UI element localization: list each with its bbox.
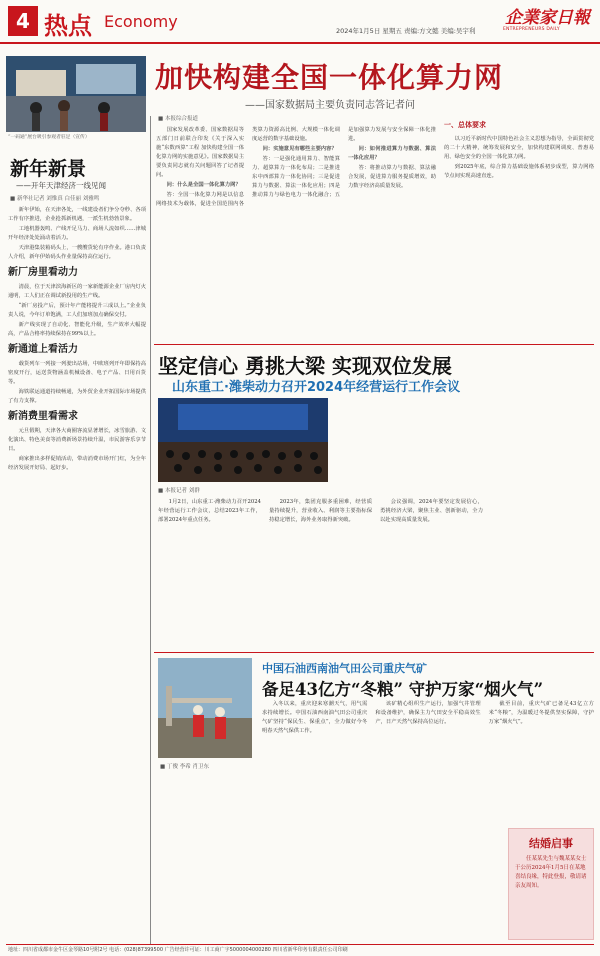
conference-image <box>158 398 328 482</box>
article4-body <box>262 700 594 822</box>
paragraph: 工地机器轰鸣、产线开足马力、商场人流如织……津城开年经济处处涌动着活力。 <box>8 226 146 241</box>
paragraph: 载货列车一列接一列驶出站场，中欧班列开年即保持高密度开行，运送货物涵盖机械设备、电子产品、日用百货等。 <box>8 361 146 385</box>
wedding-notice <box>508 828 594 940</box>
paragraph: 清晨，位于天津滨海新区的一家新能源企业厂房内灯火通明，工人们正在调试新投用的生产线。 <box>8 284 146 299</box>
article1-body <box>156 126 436 340</box>
paragraph: 到2025年底，综合算力基础设施体系初步成型，算力网络节点间实现高速直连。 <box>444 164 594 179</box>
article2-byline: ■ 新华社记者 刘惟真 白佳丽 刘雅鸣 <box>10 196 100 202</box>
footer-info: 地址：四川省成都市金牛区金琴路10号附2号 电话：(028)87399500 广告经营许可证：川工商广字5000004000280 四川省新华印务有限责任公司印刷 <box>8 947 348 953</box>
exhibition-image <box>6 56 146 132</box>
paragraph: 答：将推动算力与数据、算法融合发展，促进算力服务提质增效，助力数字经济高质量发展。 <box>348 165 436 189</box>
notice-body: 任某某先生与魏某某女士于公历2024年1月5日在某地喜结良缘，特此登报，敬请诸亲友周知。 <box>515 856 587 889</box>
paragraph: 2023年，集团克服多重困难，经营质量持续提升，营业收入、利润等主要指标保持稳定增长，海外业务取得新突破。 <box>269 499 372 523</box>
article2-headline: 新年新景 <box>10 158 87 180</box>
paragraph: 答：一是强化通用算力、智能算力、超算算力一体化布局；二是推进东中西部算力一体化协同；三是促进算力与数据、算法一体化应用；四是推动算力与绿色电力一体化融合；五是加强算力发展与安全保障一体化推进。 <box>252 127 436 198</box>
article3-body <box>158 498 594 646</box>
footer-rule <box>6 944 594 945</box>
paragraph: 元旦假期，天津各大商圈客流显著增长，冰雪旅游、文化演出、特色美食等消费新场景持续升温，市民游客乐享节日。 <box>8 428 146 452</box>
article4-byline: ■ 丁俊 李希 肖卫东 <box>160 764 209 770</box>
article4-photo <box>158 658 252 758</box>
question: 问：实施意见有哪些主要内容？ <box>262 146 337 152</box>
section-title: 热点 <box>44 12 92 40</box>
column-divider <box>150 116 151 944</box>
article2-body <box>8 206 146 946</box>
article3-headline: 坚定信心 勇挑大梁 实现双位发展 <box>158 354 452 378</box>
section-divider <box>154 652 594 653</box>
notice-title: 结婚启事 <box>529 837 573 850</box>
article2-photo <box>6 56 146 132</box>
article3-byline: ■ 本报记者 刘群 <box>158 488 200 494</box>
paragraph: 新产线实现了自动化、智能化升级，生产效率大幅提高，产品合格率持续保持在99%以上。 <box>8 322 146 337</box>
gas-workers-image <box>158 658 252 758</box>
issue-meta: 2024年1月5日 星期五 责编:方文懿 美编:吴宇利 <box>336 27 476 35</box>
section-title-en: Economy <box>104 12 178 31</box>
paragraph: 国家发展改革委、国家数据局等五部门日前联合印发《关于深入实施“东数西算”工程 加快构建全国一体化算力网的实施意见》。国家数据局主要负责同志就有关问题回答了记者提问。 <box>156 127 244 178</box>
paragraph: 1月2日，山东重工·潍柴动力召开2024年经营运行工作会议，总结2023年工作，部署2024年重点任务。 <box>158 499 261 523</box>
paragraph: 新年伊始，在天津各处，一线建设者们争分夺秒、各项工作有序推进，企业抢抓新机遇，一派生机勃勃景象。 <box>8 207 146 222</box>
paragraph: 入冬以来，重庆迎来寒潮天气，用气需求持续增长。中国石油西南油气田公司重庆气矿坚持“保民生、保重点”，全力做好今冬明春天然气保供工作。 <box>262 701 368 734</box>
paragraph: 天津港集装箱码头上，一艘艘货轮有序作业。港口负责人介绍，新年伊始码头作业量保持高位运行。 <box>8 245 146 260</box>
paragraph: 会议强调，2024年要坚定发展信心，勇挑经济大梁，聚焦主业、创新驱动，全力以赴实现高质量发展。 <box>380 499 483 523</box>
article3-subtitle: 山东重工·潍柴动力召开2024年经营运行工作会议 <box>172 380 461 395</box>
article4-headline: 备足43亿方“冬粮” 守护万家“烟火气” <box>262 680 544 699</box>
article4-kicker: 中国石油西南油气田公司重庆气矿 <box>262 662 427 675</box>
section-divider <box>154 344 594 345</box>
newspaper-logo-en: ENTREPRENEURS DAILY <box>503 27 560 32</box>
article2-subtitle: ——开年天津经济一线见闻 <box>16 181 106 190</box>
page-header <box>0 0 600 44</box>
sidebar-heading: 一、总体要求 <box>444 121 486 129</box>
paragraph: “新厂房投产后，预计年产能将提升三成以上。”企业负责人说，今年订单饱满，工人们加班加点确保交付。 <box>8 303 146 318</box>
section-heading: 新消费里看需求 <box>8 411 78 422</box>
paragraph: 商家推出多样促销活动，带动消费市场开门红，为全年经济发展开好局、起好步。 <box>8 456 146 471</box>
article1-headline: 加快构建全国一体化算力网 <box>155 61 504 94</box>
question: 问：什么是全国一体化算力网？ <box>166 182 241 188</box>
paragraph: 截至目前，重庆气矿已备足43亿立方米“冬粮”，为温暖过冬提供坚实保障，守护万家“烟火气”。 <box>488 701 594 725</box>
article1-sidebar <box>444 114 594 340</box>
newspaper-logo: 企業家日報 <box>505 8 590 28</box>
article3-photo <box>158 398 328 482</box>
paragraph: 答：全国一体化算力网是以信息网络技术为载体，促进全国范围内各类算力资源高比例、大规模一体化调度运营的数字基础设施。 <box>156 127 340 207</box>
page-number: 4 <box>8 6 38 36</box>
article1-subtitle: ——国家数据局主要负责同志答记者问 <box>245 100 415 111</box>
section-heading: 新通道上看活力 <box>8 344 78 355</box>
paragraph: 海铁联运通道持续畅通，为外贸企业开拓国际市场提供了有力支撑。 <box>8 389 146 404</box>
paragraph: 该矿精心组织生产运行，加强气井管理和设备维护，确保主力气田安全平稳高效生产，日产天然气保持高位运行。 <box>375 701 481 725</box>
section-heading: 新厂房里看动力 <box>8 267 78 278</box>
paragraph: 以习近平新时代中国特色社会主义思想为指导，全面贯彻党的二十大精神，统筹发展和安全，加快构建联网调度、普惠易用、绿色安全的全国一体化算力网。 <box>444 136 594 160</box>
question: 问：如何推进算力与数据、算法一体化应用？ <box>348 146 436 161</box>
article1-byline: ■ 本报综合报道 <box>158 116 198 122</box>
article2-photo-caption: “一码通”展台吸引参观者驻足（宣传） <box>8 135 90 140</box>
